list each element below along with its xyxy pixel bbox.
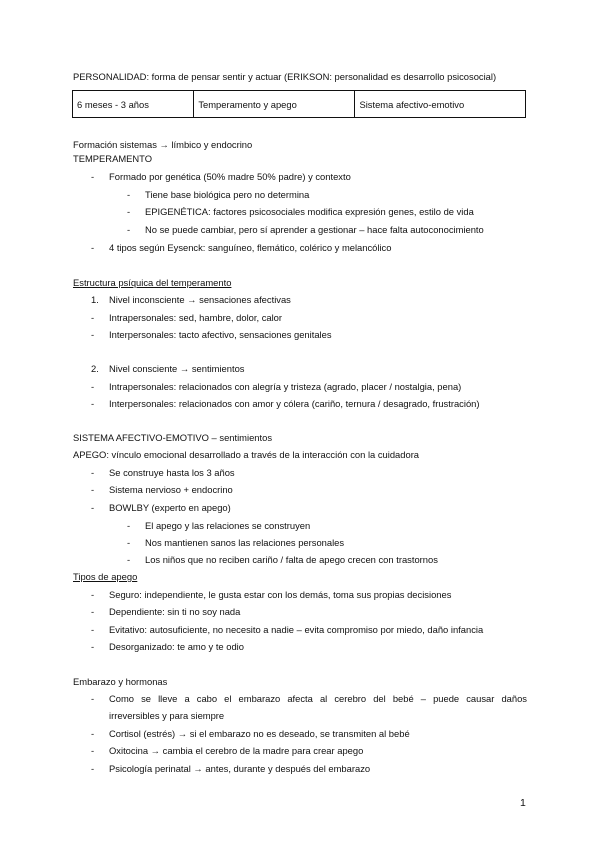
bullet: - xyxy=(91,624,95,635)
list-item: Interpersonales: tacto afectivo, sensaciones genitales xyxy=(109,329,332,340)
list-item: Nivel inconsciente → sensaciones afectivas xyxy=(109,294,291,305)
bullet: - xyxy=(127,189,131,200)
list-item: Seguro: independiente, le gusta estar con los demás, toma sus propias decisiones xyxy=(109,589,452,600)
bullet: - xyxy=(91,242,95,253)
page-number: 1 xyxy=(520,797,526,809)
bullet: - xyxy=(91,502,95,513)
table-cell: Temperamento y apego xyxy=(194,91,355,118)
bullet: - xyxy=(91,728,95,739)
list-item: Nivel consciente → sentimientos xyxy=(109,363,245,374)
list-item: No se puede cambiar, pero sí aprender a gestionar – hace falta autoconocimiento xyxy=(145,224,484,235)
list-number: 2. xyxy=(91,363,99,374)
list-item: Formado por genética (50% madre 50% padre) y contexto xyxy=(109,171,351,182)
list-item: BOWLBY (experto en apego) xyxy=(109,502,231,513)
bullet: - xyxy=(127,554,131,565)
paragraph: Formación sistemas → límbico y endocrino xyxy=(73,139,253,150)
list-item: Tiene base biológica pero no determina xyxy=(145,189,310,200)
bullet: - xyxy=(91,312,95,323)
list-item: Psicología perinatal → antes, durante y después del embarazo xyxy=(109,763,371,774)
bullet: - xyxy=(91,171,95,182)
bullet: - xyxy=(127,206,131,217)
heading: TEMPERAMENTO xyxy=(73,153,153,164)
list-item: Intrapersonales: sed, hambre, dolor, calor xyxy=(109,312,283,323)
bullet: - xyxy=(91,329,95,340)
bullet: - xyxy=(91,467,95,478)
list-item: Los niños que no reciben cariño / falta de apego crecen con trastornos xyxy=(145,554,438,565)
list-item-continuation: irreversibles y para siempre xyxy=(109,710,225,721)
bullet: - xyxy=(91,589,95,600)
list-item: El apego y las relaciones se construyen xyxy=(145,520,311,531)
list-item: Como se lleve a cabo el embarazo afecta al cerebro del bebé – puede causar daños xyxy=(109,693,527,704)
list-item: Intrapersonales: relacionados con alegría y tristeza (agrado, placer / nostalgia, pena) xyxy=(109,381,462,392)
paragraph: APEGO: vínculo emocional desarrollado a través de la interacción con la cuidadora xyxy=(73,449,420,460)
list-item: Dependiente: sin ti no soy nada xyxy=(109,606,241,617)
table-cell: 6 meses - 3 años xyxy=(73,91,194,118)
list-item: Se construye hasta los 3 años xyxy=(109,467,235,478)
bullet: - xyxy=(127,224,131,235)
list-item: 4 tipos según Eysenck: sanguíneo, flemático, colérico y melancólico xyxy=(109,242,392,253)
bullet: - xyxy=(91,693,95,704)
list-item: Cortisol (estrés) → si el embarazo no es deseado, se transmiten al bebé xyxy=(109,728,410,739)
bullet: - xyxy=(91,606,95,617)
stage-table xyxy=(72,90,526,118)
heading: SISTEMA AFECTIVO-EMOTIVO – sentimientos xyxy=(73,432,273,443)
bullet: - xyxy=(127,520,131,531)
bullet: - xyxy=(91,641,95,652)
list-item: Interpersonales: relacionados con amor y cólera (cariño, ternura / desagrado, frustración) xyxy=(109,398,480,409)
heading: Tipos de apego xyxy=(73,571,138,582)
heading: Estructura psíquica del temperamento xyxy=(73,277,232,288)
bullet: - xyxy=(91,745,95,756)
list-item: EPIGENÉTICA: factores psicosociales modifica expresión genes, estilo de vida xyxy=(145,206,474,217)
bullet: - xyxy=(91,484,95,495)
list-item: Nos mantienen sanos las relaciones personales xyxy=(145,537,345,548)
list-item: Desorganizado: te amo y te odio xyxy=(109,641,244,652)
bullet: - xyxy=(127,537,131,548)
list-number: 1. xyxy=(91,294,99,305)
bullet: - xyxy=(91,398,95,409)
bullet: - xyxy=(91,763,95,774)
title: PERSONALIDAD: forma de pensar sentir y actuar (ERIKSON: personalidad es desarrollo psicosocial) xyxy=(73,71,497,82)
heading: Embarazo y hormonas xyxy=(73,676,168,687)
table-cell: Sistema afectivo-emotivo xyxy=(355,91,526,118)
bullet: - xyxy=(91,381,95,392)
list-item: Oxitocina → cambia el cerebro de la madre para crear apego xyxy=(109,745,364,756)
list-item: Evitativo: autosuficiente, no necesito a nadie – evita compromiso por miedo, daño infancia xyxy=(109,624,484,635)
list-item: Sistema nervioso + endocrino xyxy=(109,484,233,495)
